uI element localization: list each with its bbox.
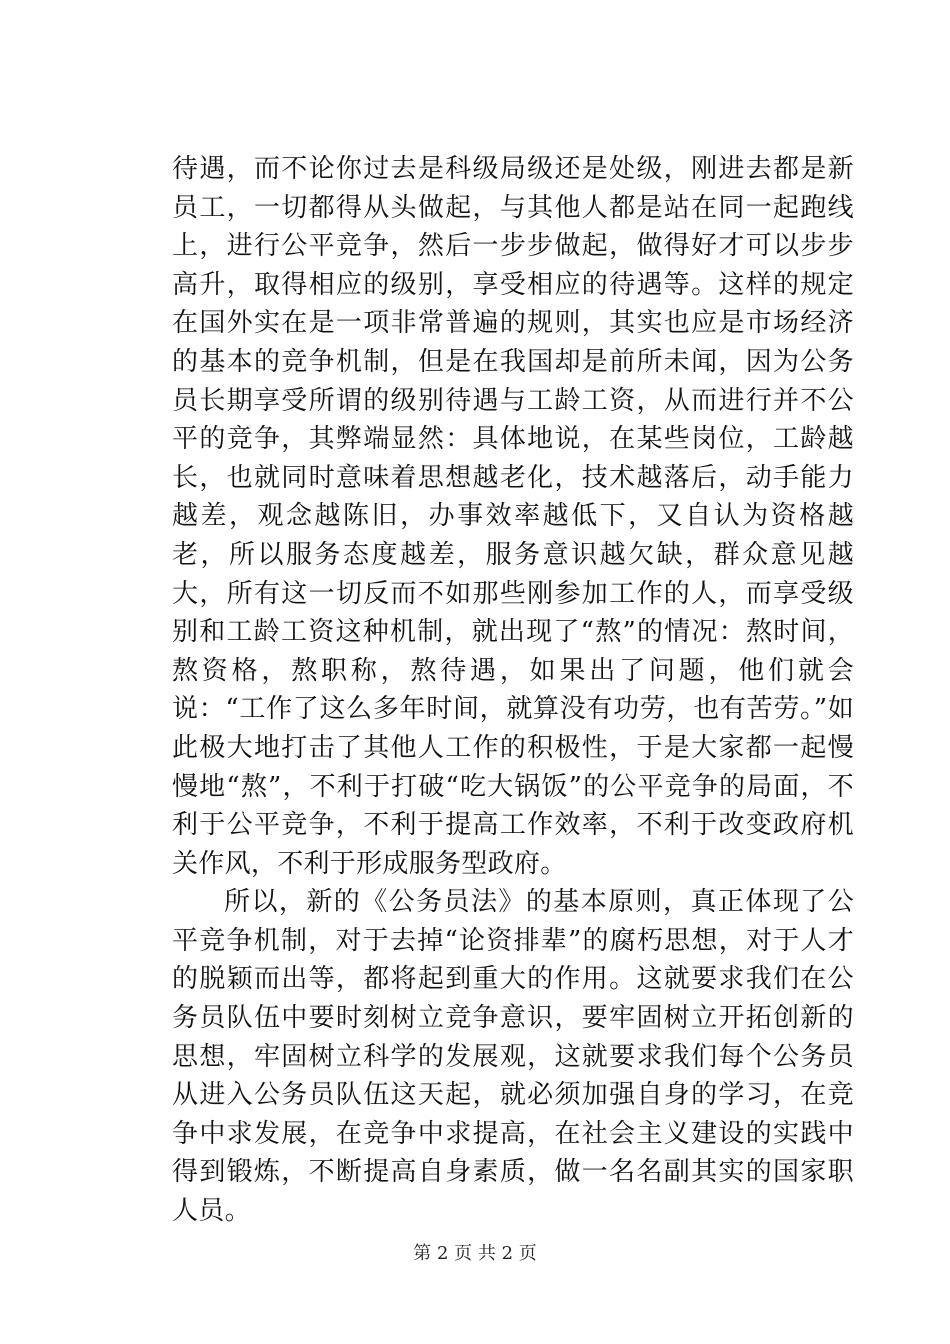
page-footer: 第 2 页 共 2 页 — [413, 1243, 537, 1264]
document-body — [172, 150, 854, 1231]
paragraph-2: 所以，新的《公务员法》的基本原则，真正体现了公平竞争机制，对于去掉“论资排辈”的腐朽思想，对于人才的脱颖而出等，都将起到重大的作用。这就要求我们在公务员队伍中要时刻树立竞争意识，要牢固树立开拓创新的思想，牢固树立科学的发展观，这就要求我们每个公务员从进入公务员队伍这天起，就必须加强自身的学习，在竞争中求发展，在竞争中求提高，在社会主义建设的实践中得到锻炼，不断提高自身素质，做一名名副其实的国家职人员。 — [172, 887, 854, 1227]
paragraph-1: 待遇，而不论你过去是科级局级还是处级，刚进去都是新员工，一切都得从头做起，与其他人都是站在同一起跑线上，进行公平竞争，然后一步步做起，做得好才可以步步高升，取得相应的级别，享受相应的待遇等。这样的规定在国外实在是一项非常普遍的规则，其实也应是市场经济的基本的竞争机制，但是在我国却是前所未闻，因为公务员长期享受所谓的级别待遇与工龄工资，从而进行并不公平的竞争，其弊端显然：具体地说，在某些岗位，工龄越长，也就同时意味着思想越老化，技术越落后，动手能力越差，观念越陈旧，办事效率越低下，又自认为资格越老，所以服务态度越差，服务意识越欠缺，群众意见越大，所有这一切反而不如那些刚参加工作的人，而享受级别和工龄工资这种机制，就出现了“熬”的情况：熬时间，熬资格，熬职称，熬待遇，如果出了问题，他们就会说：“工作了这么多年时间，就算没有功劳，也有苦劳。”如此极大地打击了其他人工作的积极性，于是大家都一起慢慢地“熬”，不利于打破“吃大锅饭”的公平竞争的局面，不利于公平竞争，不利于提高工作效率，不利于改变政府机关作风，不利于形成服务型政府。 — [172, 154, 854, 879]
